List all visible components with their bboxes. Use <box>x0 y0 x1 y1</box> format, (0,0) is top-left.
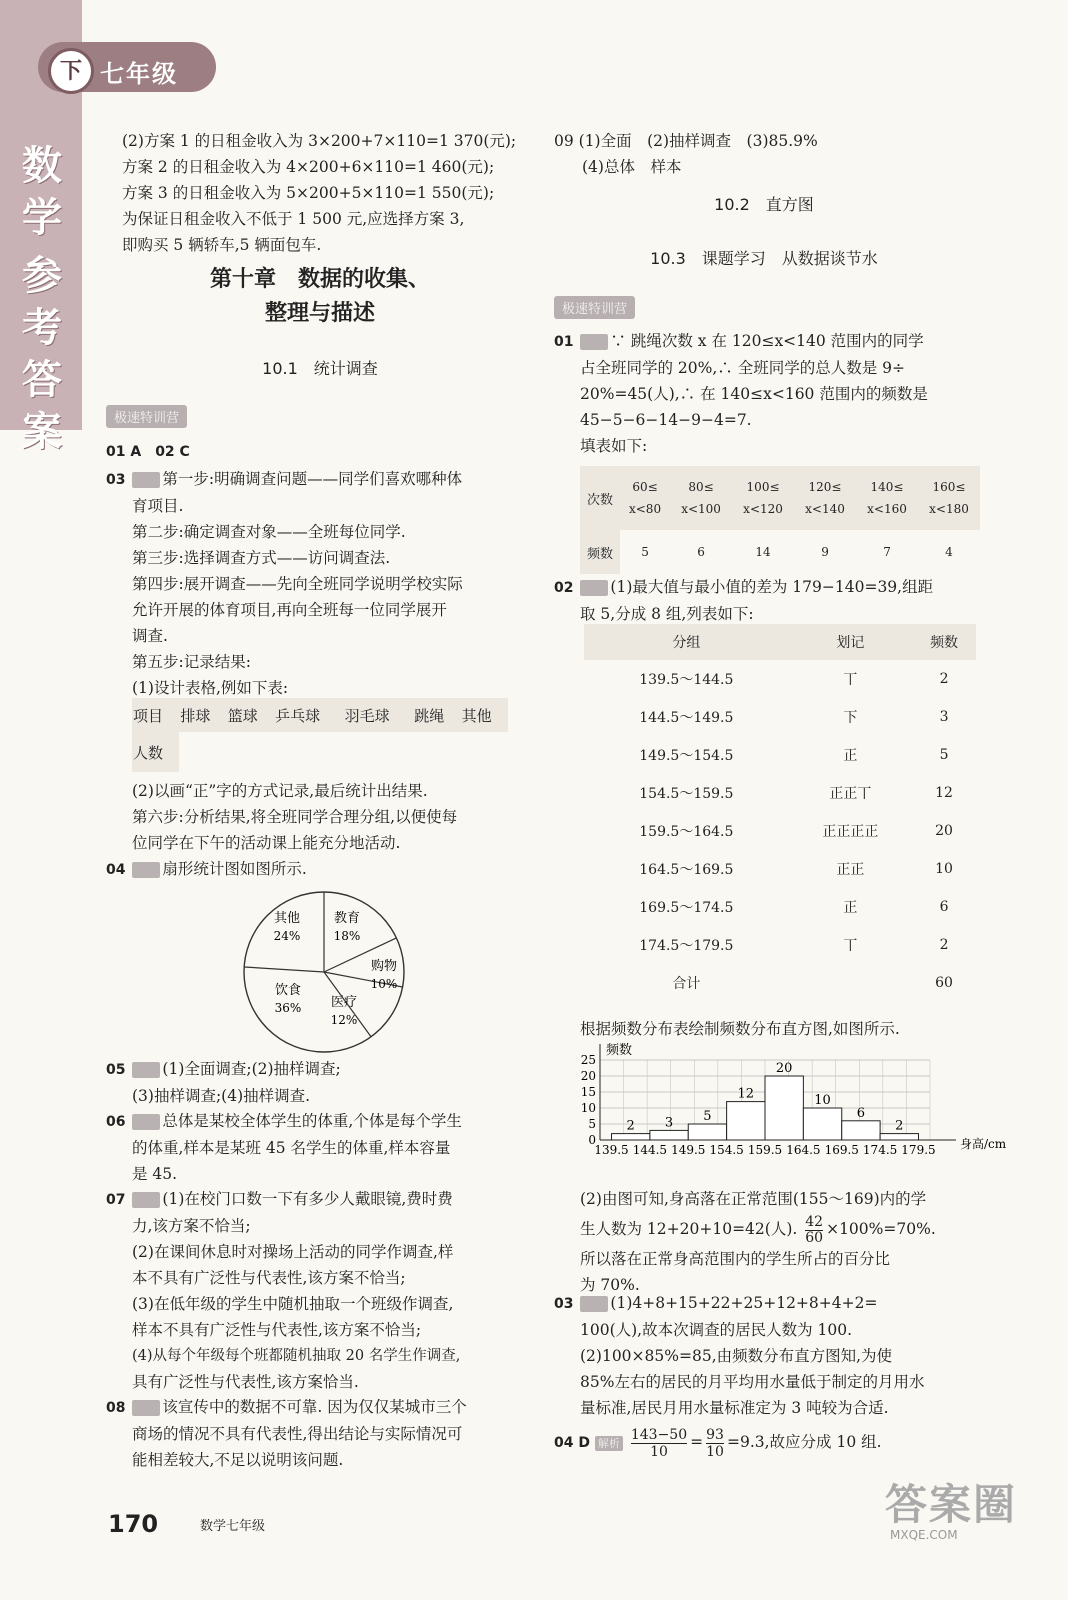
table-cell: 2 <box>939 671 949 687</box>
table-cell: 其他 <box>461 706 492 725</box>
text-segment: 生人数为 12+20+10=42(人). <box>580 1220 798 1238</box>
range-bottom: x<160 <box>867 502 907 516</box>
text-line: 方案 3 的日租金收入为 5×200+5×110=1 550(元); <box>122 184 495 202</box>
table-cell: 5 <box>641 545 649 559</box>
range-bottom: x<140 <box>805 502 845 516</box>
histogram-bar <box>880 1134 918 1140</box>
answer-r04: 04 D 解析 $\frac{143-50}{10}$ = $\frac{93}{10}$ =9.3,故应分成 10 组. <box>554 1426 882 1460</box>
x-tick-label: 164.5 <box>786 1143 821 1157</box>
text-line: 填表如下: <box>580 437 648 455</box>
table-cell: 7 <box>883 545 891 559</box>
text-line: 第三步:选择调查方式——访问调查法. <box>132 549 391 567</box>
table-cell: 139.5～144.5 <box>639 672 734 688</box>
table-cell <box>794 466 856 530</box>
text-line: 扇形统计图如图所示. <box>162 860 307 878</box>
x-tick-label: 154.5 <box>709 1143 744 1157</box>
text-line: 第四步:展开调查——先向全班同学说明学校实际 <box>132 575 463 593</box>
range-top: 100≤ <box>746 480 780 494</box>
y-tick-label: 20 <box>580 1069 596 1083</box>
text-line: 100(人),故本次调查的居民人数为 100. <box>580 1321 853 1339</box>
question-number: 06 <box>106 1114 126 1130</box>
histogram-bar <box>765 1076 803 1140</box>
answer-06 <box>106 1108 462 1187</box>
answer-text: 01 A 02 C <box>106 444 190 460</box>
answer-tag-icon <box>132 862 160 878</box>
text-line: 即购买 5 辆轿车,5 辆面包车. <box>122 236 322 254</box>
text-line: (1)设计表格,例如下表: <box>132 679 289 697</box>
chapter-title-2: 整理与描述 <box>264 301 375 326</box>
pie-label: 饮食 <box>274 983 302 998</box>
answer-r02 <box>554 574 933 627</box>
table-cell-empty <box>179 732 508 772</box>
text-line: 20%=45(人),∴ 在 140≤x<160 范围内的频数是 <box>580 385 928 403</box>
table-row <box>584 698 976 736</box>
table-row <box>584 926 976 964</box>
answer-char: 考 <box>22 305 62 351</box>
table-cell: 下 <box>843 710 858 726</box>
pie-percent: 12% <box>330 1013 358 1027</box>
table-cell: 164.5～169.5 <box>639 862 734 878</box>
table-cell: 10 <box>935 861 953 877</box>
text-line: 为保证日租金收入不低于 1 500 元,应选择方案 3, <box>122 210 465 228</box>
table-row <box>584 736 976 774</box>
text-line: 本不具有广泛性与代表性,该方案不恰当; <box>132 1269 406 1287</box>
histogram-bar <box>688 1124 726 1140</box>
range-top: 80≤ <box>688 480 714 494</box>
fraction-denominator: 10 <box>706 1443 724 1460</box>
pie-percent: 36% <box>274 1001 302 1015</box>
answer-03-after <box>132 778 457 856</box>
text-line: ∵ 跳绳次数 x 在 120≤x<140 范围内的同学 <box>610 332 924 350</box>
answer-tag-icon <box>132 1114 160 1130</box>
text-line: 第一步:明确调查问题——同学们喜欢哪种体 <box>162 470 463 488</box>
histogram-bar <box>842 1121 880 1140</box>
histogram-bar <box>650 1130 688 1140</box>
histogram-bar <box>803 1108 841 1140</box>
x-tick-label: 174.5 <box>862 1143 898 1157</box>
text-line: (1)4+8+15+22+25+12+8+4+2= <box>610 1294 878 1312</box>
question-number: 01 <box>554 334 574 350</box>
pie-label: 购物 <box>370 959 398 974</box>
analysis-tag: 解析 <box>595 1436 623 1451</box>
bar-value-label: 3 <box>664 1115 674 1131</box>
text-line: 方案 2 的日租金收入为 4×200+6×110=1 460(元); <box>122 158 495 176</box>
y-tick-label: 0 <box>588 1133 596 1147</box>
text-line: 育项目. <box>132 497 184 515</box>
survey-table <box>132 698 508 772</box>
subject-char: 数 <box>22 143 62 189</box>
table-row <box>584 850 976 888</box>
question-number: 03 <box>106 472 126 488</box>
fraction-numerator: 143−50 <box>630 1426 688 1443</box>
table-cell: 4 <box>945 545 953 559</box>
histogram-bar <box>612 1134 650 1140</box>
text-line: (1)全面调查;(2)抽样调查; <box>162 1060 341 1078</box>
answer-tag-icon <box>132 1062 160 1078</box>
table-cell <box>856 466 918 530</box>
pie-label: 医疗 <box>330 995 358 1010</box>
text-line: 允许开展的体育项目,再向全班每一位同学展开 <box>132 601 447 619</box>
text-line: 取 5,分成 8 组,列表如下: <box>580 605 754 623</box>
x-tick-label: 149.5 <box>671 1143 706 1157</box>
table-header-cell: 次数 <box>586 492 613 508</box>
table-header-cell: 划记 <box>789 624 912 660</box>
pie-percent: 24% <box>273 929 301 943</box>
table-row <box>584 888 976 926</box>
table-header-cell: 频数 <box>580 530 620 574</box>
section-label: 极速特训营 <box>554 296 635 319</box>
answer-07 <box>106 1186 460 1395</box>
range-top: 140≤ <box>870 480 904 494</box>
table-cell: 3 <box>939 709 949 725</box>
pie-percent: 10% <box>370 977 398 991</box>
text-line: 09 (1)全面 (2)抽样调查 (3)85.9% <box>554 132 818 150</box>
question-number: 07 <box>106 1192 126 1208</box>
answer-09 <box>554 128 818 180</box>
x-tick-label: 159.5 <box>747 1143 783 1157</box>
table-cell: 9 <box>821 545 829 559</box>
section-10-3-title: 10.3 课题学习 从数据谈节水 <box>650 249 878 268</box>
table-cell: 144.5～149.5 <box>639 710 734 726</box>
text-line: 所以落在正常身高范围内的学生所占的百分比 <box>580 1250 891 1268</box>
text-line: 第五步:记录结果: <box>132 653 251 671</box>
answer-tag-icon <box>132 472 160 488</box>
table-cell: 2 <box>939 937 949 953</box>
text-line: (2)由图可知,身高落在正常范围(155～169)内的学 <box>580 1190 927 1208</box>
text-line: (4)总体 样本 <box>582 158 682 176</box>
bar-value-label: 20 <box>775 1061 793 1076</box>
text-line: 该宣传中的数据不可靠. 因为仅仅某城市三个 <box>162 1398 467 1416</box>
table-cell: 6 <box>697 545 705 559</box>
text-line: 量标准,居民月用水量标准定为 3 吨较为合适. <box>580 1399 889 1417</box>
section-10-2-title: 10.2 直方图 <box>714 195 814 214</box>
hist-caption: 根据频数分布表绘制频数分布直方图,如图所示. <box>580 1020 900 1038</box>
grade-circle: 下 <box>48 48 94 94</box>
answer-01-02 <box>106 438 190 465</box>
table-cell <box>732 466 794 530</box>
answer-tag-icon <box>580 1296 608 1312</box>
text-line: 调查. <box>132 627 168 645</box>
histogram-bar <box>727 1102 765 1140</box>
table-cell: 丅 <box>843 672 858 688</box>
group-table <box>584 624 976 1002</box>
page-number: 170 <box>108 1510 159 1538</box>
question-number: 03 <box>554 1296 574 1312</box>
subject-char: 学 <box>22 195 62 241</box>
pie-label: 教育 <box>333 911 361 926</box>
table-cell: 丅 <box>843 938 858 954</box>
table-cell: 174.5～179.5 <box>639 938 734 954</box>
text-line: 85%左右的居民的月平均用水量低于制定的月用水 <box>580 1373 925 1391</box>
table-cell: 14 <box>755 545 771 559</box>
text-line: (3)在低年级的学生中随机抽取一个班级作调查, <box>132 1295 454 1313</box>
chapter-title: 第十章 数据的收集、 <box>209 267 430 292</box>
fraction-denominator: 10 <box>650 1443 668 1460</box>
answer-r03 <box>554 1290 924 1421</box>
fraction-denominator: 60 <box>805 1229 824 1246</box>
answer-08 <box>106 1394 467 1473</box>
table-header-cell: 分组 <box>584 624 789 660</box>
bar-value-label: 2 <box>626 1118 635 1134</box>
grade-text: 七年级 <box>100 60 178 88</box>
text-line: 样本不具有广泛性与代表性,该方案不恰当; <box>132 1321 422 1339</box>
fraction <box>706 1427 724 1460</box>
text-line: 商场的情况不具有代表性,得出结论与实际情况可 <box>132 1425 463 1443</box>
table-cell: 169.5～174.5 <box>639 900 734 916</box>
table-cell: 5 <box>939 747 949 763</box>
table-row <box>584 774 976 812</box>
pie-percent: 18% <box>333 929 361 943</box>
table-row <box>584 660 976 698</box>
x-tick-label: 144.5 <box>632 1143 668 1157</box>
text-line: (2)在课间休息时对操场上活动的同学作调查,样 <box>132 1243 454 1261</box>
text-line: (1)最大值与最小值的差为 179−140=39,组距 <box>610 578 934 596</box>
text-line: (3)抽样调查;(4)抽样调查. <box>132 1087 311 1105</box>
table-cell: 6 <box>939 899 949 915</box>
table-cell <box>620 466 670 530</box>
histogram-chart <box>570 1040 1030 1176</box>
table-cell: 项目 <box>133 706 164 725</box>
fraction-numerator: 42 <box>805 1213 824 1230</box>
table-cell: 正 <box>843 748 858 764</box>
text-line: 具有广泛性与代表性,该方案恰当. <box>132 1373 359 1391</box>
text-line: 是 45. <box>132 1165 178 1183</box>
table-row-total <box>584 964 976 1002</box>
x-axis-label: 身高/cm <box>960 1137 1007 1151</box>
section-label: 极速特训营 <box>106 405 187 428</box>
table-cell: 正 <box>843 900 858 916</box>
y-axis-label: 频数 <box>606 1043 633 1058</box>
sidebar-answer <box>14 250 70 458</box>
watermark-text: MXQE.COM <box>890 1528 958 1542</box>
pie-slice-divider <box>244 967 324 972</box>
watermark-logo: 答案圈 <box>885 1480 1018 1529</box>
range-top: 160≤ <box>932 480 966 494</box>
table-cell: 排球 <box>180 706 211 725</box>
x-tick-label: 169.5 <box>824 1143 859 1157</box>
table-cell <box>670 466 732 530</box>
table-cell <box>918 466 980 530</box>
text-line: 能相差较大,不足以说明该问题. <box>132 1451 344 1469</box>
table-cell: 60 <box>935 975 953 991</box>
table-cell: 154.5～159.5 <box>639 786 734 802</box>
question-number: 08 <box>106 1400 126 1416</box>
bar-value-label: 2 <box>895 1118 904 1134</box>
table-cell: 正正 <box>836 862 865 878</box>
text-segment: =9.3,故应分成 10 组. <box>726 1433 882 1451</box>
table-cell: 正正丅 <box>829 786 872 802</box>
table-cell: 20 <box>935 823 953 839</box>
answer-04 <box>106 856 307 883</box>
text-line: 位同学在下午的活动课上能充分地活动. <box>132 834 401 852</box>
question-number: 05 <box>106 1062 126 1078</box>
left-top-block <box>122 128 516 258</box>
pie-label: 其他 <box>273 911 301 926</box>
answer-r02-after <box>580 1186 936 1298</box>
text-line: 的体重,样本是某班 45 名学生的体重,样本容量 <box>132 1139 451 1157</box>
text-line: (4)从每个年级每个班都随机抽取 20 名学生作调查, <box>132 1348 461 1364</box>
bar-value-label: 10 <box>814 1093 831 1108</box>
text-line: (2)方案 1 的日租金收入为 3×200+7×110=1 370(元); <box>122 132 517 150</box>
question-number: 04 <box>106 862 126 878</box>
range-bottom: x<100 <box>681 502 721 516</box>
text-line: 力,该方案不恰当; <box>132 1217 251 1235</box>
pie-chart <box>232 888 422 1058</box>
range-bottom: x<80 <box>628 502 662 516</box>
text-line: 为 70%. <box>580 1276 640 1294</box>
fraction <box>631 1427 687 1460</box>
table-cell: 羽毛球 <box>344 706 390 725</box>
text-line: (1)在校门口数一下有多少人戴眼镜,费时费 <box>162 1190 453 1208</box>
y-tick-label: 15 <box>580 1085 596 1099</box>
table-row <box>584 812 976 850</box>
table-cell: 篮球 <box>227 706 258 725</box>
answer-tag-icon <box>132 1192 160 1208</box>
text-line: 占全班同学的 20%,∴ 全班同学的总人数是 9÷ <box>580 359 906 377</box>
y-tick-label: 25 <box>580 1053 596 1067</box>
bar-value-label: 12 <box>737 1086 755 1102</box>
text-line: 第六步:分析结果,将全班同学合理分组,以便使每 <box>132 808 458 826</box>
answer-r01 <box>554 328 928 459</box>
table-header-cell: 频数 <box>912 624 976 660</box>
text-segment: ×100%=70%. <box>826 1220 936 1238</box>
bar-value-label: 6 <box>856 1105 866 1121</box>
table-cell: 人数 <box>132 732 179 772</box>
frequency-table <box>580 466 980 574</box>
answer-tag-icon <box>580 334 608 350</box>
table-cell <box>789 964 912 1002</box>
question-number: 02 <box>554 580 574 596</box>
answer-char: 答 <box>22 357 62 403</box>
range-top: 120≤ <box>808 480 842 494</box>
answer-char: 参 <box>22 253 62 299</box>
answer-tag-icon <box>132 1400 160 1416</box>
table-cell: 159.5～164.5 <box>639 824 734 840</box>
answer-tag-icon <box>580 580 608 596</box>
table-cell: 149.5～154.5 <box>639 748 734 764</box>
sidebar-subject <box>14 140 70 244</box>
answer-03 <box>106 466 463 701</box>
bar-value-label: 5 <box>703 1109 712 1124</box>
text-line: 第二步:确定调查对象——全班每位同学. <box>132 523 406 541</box>
x-tick-label: 139.5 <box>594 1143 629 1157</box>
answer-char: 案 <box>22 409 62 455</box>
range-top: 60≤ <box>632 480 658 494</box>
fraction-numerator: 93 <box>706 1426 724 1443</box>
x-tick-label: 179.5 <box>901 1143 936 1157</box>
table-cell: 合计 <box>672 976 701 992</box>
footer-text: 数学七年级 <box>200 1519 266 1534</box>
table-cell: 跳绳 <box>414 706 445 725</box>
text-line: 总体是某校全体学生的体重,个体是每个学生 <box>162 1112 462 1130</box>
text-line: (2)100×85%=85,由频数分布直方图知,为使 <box>580 1347 893 1365</box>
text-line: 45−5−6−14−9−4=7. <box>580 411 752 429</box>
fraction <box>805 1215 823 1246</box>
text-line: (2)以画“正”字的方式记录,最后统计出结果. <box>132 782 428 800</box>
section-title: 10.1 统计调查 <box>262 359 378 378</box>
footer-tag <box>160 1517 194 1535</box>
text-line-fraction <box>580 1212 936 1246</box>
y-tick-label: 5 <box>588 1117 596 1131</box>
answer-05 <box>106 1056 341 1109</box>
table-cell: 正正正正 <box>822 824 879 840</box>
range-bottom: x<120 <box>743 502 783 516</box>
y-tick-label: 10 <box>580 1101 596 1115</box>
table-cell: 12 <box>935 785 953 801</box>
question-number: 04 D <box>554 1435 590 1451</box>
table-cell: 乒乓球 <box>275 706 321 725</box>
range-bottom: x<180 <box>929 502 969 516</box>
